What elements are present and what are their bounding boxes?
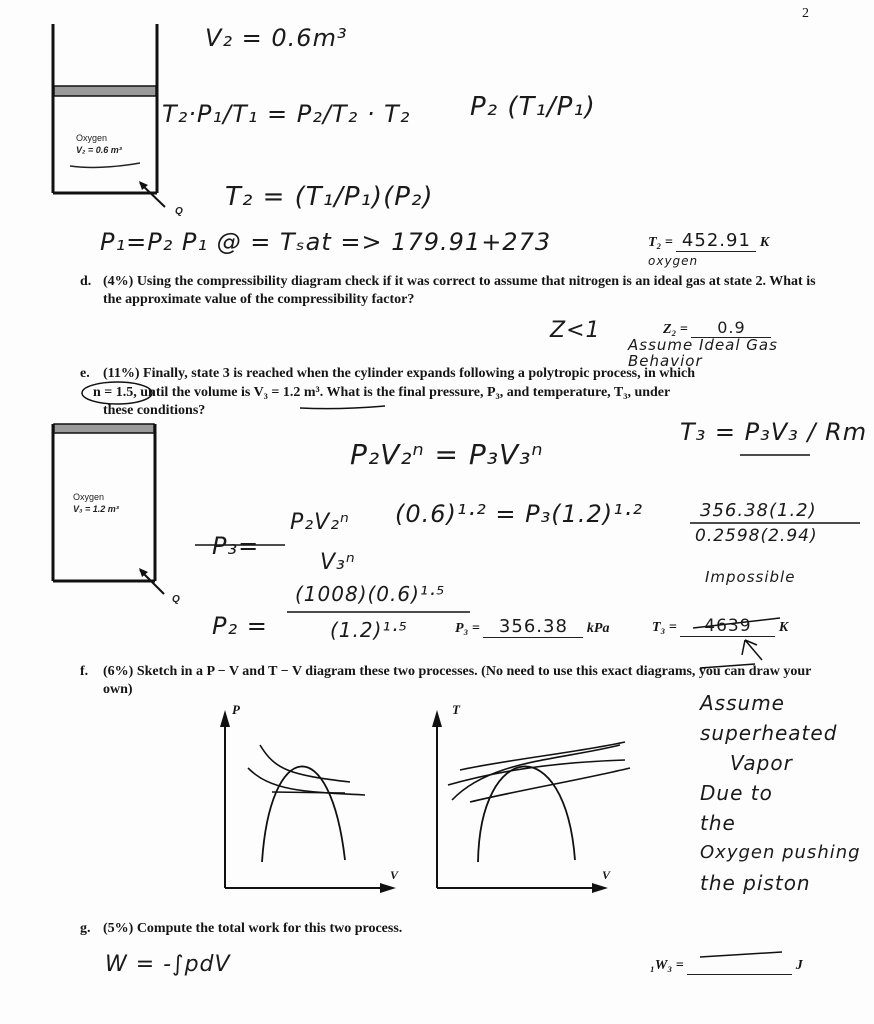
hand-assume-vapor bbox=[700, 688, 870, 898]
t2-unit: K bbox=[759, 235, 770, 250]
vapor-line-1: Assume bbox=[700, 691, 785, 715]
hand-p3-frac-top: P₂V₂ⁿ bbox=[290, 510, 350, 535]
vapor-line-2: superheated bbox=[700, 721, 838, 745]
t2-value: 452.91 bbox=[676, 230, 756, 252]
z2-answer bbox=[663, 318, 771, 338]
t3-unit: K bbox=[778, 620, 789, 635]
cylinder-2-label: Oxygen bbox=[73, 492, 105, 502]
hand-work: W = -∫pdV bbox=[105, 952, 231, 977]
p3-value: 356.38 bbox=[483, 616, 583, 638]
cylinder-1-volume: V₂ = 0.6 m³ bbox=[76, 145, 122, 155]
hand-p2-bot: (1.2)¹·⁵ bbox=[330, 618, 408, 642]
question-d-text: (4%) Using the compressibility diagram check if it was correct to assume that nitrogen is an ideal gas at state 2. What is the approximate value of the compressibility factor? bbox=[103, 274, 816, 307]
pv-y-label: P bbox=[232, 702, 240, 717]
page-number: 2 bbox=[802, 6, 809, 21]
work-label: ₁W₃ = bbox=[650, 958, 684, 973]
vapor-line-5: the bbox=[700, 811, 736, 835]
cylinder-1-label: Oxygen bbox=[76, 133, 108, 143]
piston-2 bbox=[54, 424, 154, 433]
question-e-line1: (11%) Finally, state 3 is reached when the cylinder expands following a polytropic process, in which bbox=[103, 366, 696, 381]
piston-1 bbox=[54, 86, 156, 96]
question-f-text: (6%) Sketch in a P − V and T − V diagram these two processes. (No need to use this exact diagrams, you can draw your own) bbox=[103, 664, 812, 697]
hand-z-lt: Z<1 bbox=[550, 318, 601, 343]
question-f-label: f. bbox=[80, 664, 89, 679]
z2-label: Z₂ = bbox=[663, 322, 688, 337]
work-unit: J bbox=[795, 958, 803, 973]
question-e-line2: n = 1.5, until the volume is V₃ = 1.2 m³. What is the final pressure, P₃, and temperature, T₃, under bbox=[93, 385, 671, 400]
hand-p2-label: P₂ = bbox=[212, 612, 268, 640]
tv-x-label: V bbox=[602, 868, 611, 882]
t3-value: 4639 bbox=[680, 616, 775, 637]
hand-t3-eq: T₃ = P₃V₃ / Rm bbox=[680, 418, 868, 446]
cylinder-2-volume: V₃ = 1.2 m³ bbox=[73, 504, 119, 514]
cylinder-2-heat: Q bbox=[172, 594, 180, 605]
hand-p2-top: (1008)(0.6)¹·⁵ bbox=[295, 582, 446, 606]
hand-v2: V₂ = 0.6m³ bbox=[205, 24, 348, 52]
hand-p3-label: P₃= bbox=[212, 532, 260, 560]
cylinder-1 bbox=[53, 24, 165, 207]
hand-polytropic-eq: P₂V₂ⁿ = P₃V₃ⁿ bbox=[350, 438, 544, 471]
t3-answer bbox=[652, 616, 788, 637]
hand-calc-bot: 0.2598(2.94) bbox=[695, 526, 818, 546]
vapor-line-6: Oxygen pushing bbox=[700, 842, 861, 863]
cylinder-1-heat: Q bbox=[175, 206, 183, 217]
hand-assume-ideal: Assume Ideal Gas Behavior bbox=[628, 336, 778, 370]
hand-calc-top: 356.38(1.2) bbox=[700, 500, 817, 521]
hand-oxygen-note: oxygen bbox=[648, 254, 699, 268]
hand-ratio: T₂·P₁/T₁ = P₂/T₂ · T₂ bbox=[162, 100, 411, 128]
vapor-line-7: the piston bbox=[700, 871, 811, 895]
vapor-line-4: Due to bbox=[700, 781, 773, 805]
question-e-label: e. bbox=[80, 366, 90, 381]
question-d-label: d. bbox=[80, 274, 92, 289]
hand-sub-eq: (0.6)¹·² = P₃(1.2)¹·² bbox=[395, 500, 643, 528]
hand-p3-frac-bot: V₃ⁿ bbox=[320, 550, 356, 575]
z2-value: 0.9 bbox=[691, 318, 771, 338]
work-answer bbox=[650, 958, 803, 975]
tv-y-label: T bbox=[452, 702, 460, 717]
p3-label: P₃ = bbox=[455, 621, 480, 636]
p3-answer bbox=[455, 616, 609, 638]
t3-label: T₃ = bbox=[652, 620, 677, 635]
question-e-line3: these conditions? bbox=[103, 403, 206, 418]
t2-label: T₂ = bbox=[648, 235, 673, 250]
vapor-line-3: Vapor bbox=[730, 751, 793, 775]
hand-p1-line: P₁=P₂ P₁ @ = Tₛat => 179.91+273 bbox=[100, 228, 552, 256]
p3-unit: kPa bbox=[586, 621, 610, 636]
pv-diagram bbox=[220, 710, 399, 893]
question-g-label: g. bbox=[80, 921, 91, 936]
question-g-text: (5%) Compute the total work for this two process. bbox=[103, 921, 403, 936]
t2-answer bbox=[648, 230, 769, 252]
pv-x-label: V bbox=[390, 868, 399, 882]
hand-p2-expr: P₂ (T₁/P₁) bbox=[470, 92, 596, 122]
tv-diagram bbox=[432, 710, 630, 893]
hand-t2-eq: T₂ = (T₁/P₁)(P₂) bbox=[225, 182, 434, 212]
work-value bbox=[687, 958, 792, 975]
hand-impossible: Impossible bbox=[705, 568, 796, 586]
